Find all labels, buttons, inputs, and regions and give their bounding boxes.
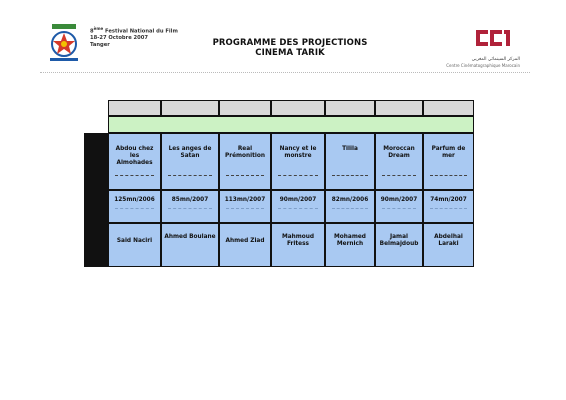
day-header (271, 100, 325, 116)
film-divider (115, 175, 154, 176)
duration-cell (375, 190, 423, 223)
duration-year: 90mn/2007 (380, 197, 418, 203)
duration-year: 82mn/2006 (331, 197, 369, 203)
director-cell (108, 223, 161, 267)
festival-info (90, 26, 178, 48)
film-divider (332, 175, 368, 176)
duration-year: 85mn/2007 (171, 197, 209, 203)
day-header (219, 100, 271, 116)
film-cell (375, 133, 423, 190)
festival-line-2: 18-27 Octobre 2007 (90, 35, 148, 42)
duration-divider (226, 208, 264, 209)
festival-line-3: Tanger (90, 41, 110, 48)
duration-year: 113mn/2007 (224, 197, 266, 203)
film-title: Real Prémonition (224, 146, 266, 160)
film-title: Abdou chez les Almohades (115, 146, 154, 167)
duration-divider (278, 208, 318, 209)
duration-cell (271, 190, 325, 223)
film-cell (219, 133, 271, 190)
film-cell (161, 133, 219, 190)
director-cell (271, 223, 325, 267)
duration-divider (430, 208, 467, 209)
film-divider (168, 175, 212, 176)
duration-year: 125mn/2006 (114, 197, 155, 203)
schedule-table (84, 100, 474, 267)
duration-cell (108, 190, 161, 223)
film-cell (325, 133, 375, 190)
time-row (108, 116, 474, 133)
festival-line-1: 8ème Festival National du Film (90, 26, 178, 35)
film-divider (430, 175, 467, 176)
director-name: Ahmed Boulane (164, 234, 216, 240)
row-label-realisateur (84, 223, 108, 267)
duration-divider (115, 208, 154, 209)
film-cell (423, 133, 474, 190)
film-title: Parfum de mer (431, 146, 466, 160)
ccm-french-name: Centre Cinématographique Marocain (446, 63, 520, 68)
row-label-duree (84, 190, 108, 223)
film-title: Tilila (342, 146, 358, 152)
day-header (161, 100, 219, 116)
ccm-arabic-name: المركز السينمائي المغربي (471, 57, 520, 62)
duration-cell (219, 190, 271, 223)
ccm-logo-icon (468, 24, 516, 52)
day-header (375, 100, 423, 116)
duration-year: 74mn/2007 (430, 197, 467, 203)
day-header (108, 100, 161, 116)
film-cell (108, 133, 161, 190)
director-cell (423, 223, 474, 267)
director-name: Jamal Belmajdoub (379, 234, 419, 248)
director-cell (161, 223, 219, 267)
director-name: Ahmed Ziad (225, 238, 265, 244)
film-cell (271, 133, 325, 190)
film-divider (226, 175, 264, 176)
header-divider (40, 72, 530, 73)
duration-cell (423, 190, 474, 223)
duration-year: 90mn/2007 (279, 197, 317, 203)
director-name: Abdelhai Laraki (434, 234, 463, 248)
director-name: Said Naciri (116, 238, 153, 244)
director-name: Mohamed Mernich (334, 234, 366, 248)
film-title: Les anges de Satan (168, 146, 212, 160)
director-cell (219, 223, 271, 267)
film-title: Nancy et le monstre (279, 146, 317, 160)
director-cell (325, 223, 375, 267)
director-cell (375, 223, 423, 267)
duration-divider (382, 208, 416, 209)
festival-logo-icon (46, 24, 82, 64)
duration-divider (332, 208, 368, 209)
page-title: PROGRAMME DES PROJECTIONS CINEMA TARIK (212, 38, 368, 58)
duration-cell (161, 190, 219, 223)
row-label-film (84, 133, 108, 190)
day-header (325, 100, 375, 116)
director-name: Mahmoud Fritess (281, 234, 315, 248)
film-divider (382, 175, 416, 176)
day-header (423, 100, 474, 116)
film-title: Moroccan Dream (383, 146, 415, 160)
duration-cell (325, 190, 375, 223)
film-divider (278, 175, 318, 176)
duration-divider (168, 208, 212, 209)
